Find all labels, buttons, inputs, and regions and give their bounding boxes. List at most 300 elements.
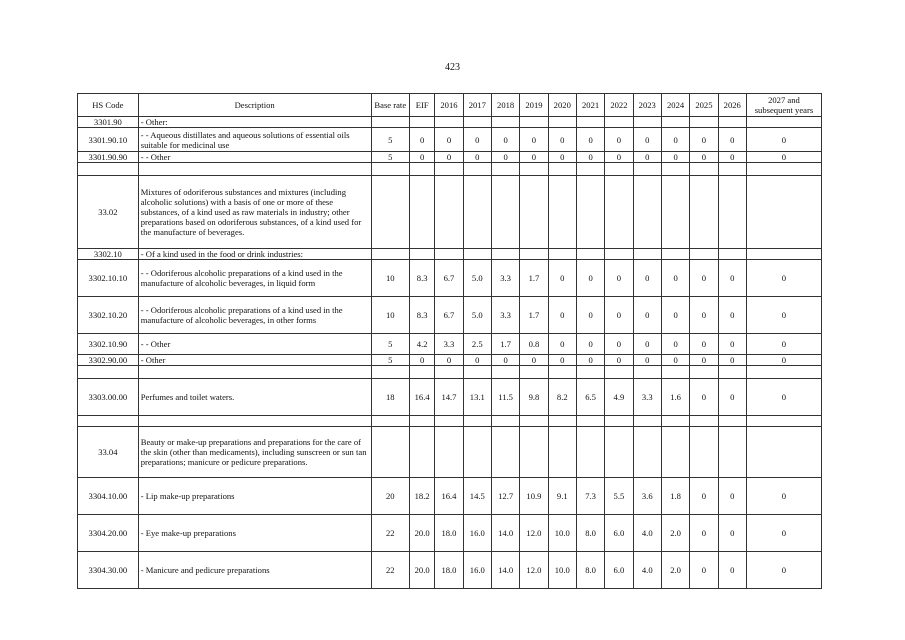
table-row — [78, 552, 822, 589]
empty-cell — [520, 416, 548, 427]
rate-cell: 14.0 — [491, 515, 519, 552]
rate-cell: 0 — [605, 355, 633, 366]
rate-cell — [463, 427, 491, 478]
rate-cell: 8.0 — [576, 515, 604, 552]
rate-cell: 10.0 — [548, 515, 576, 552]
empty-cell — [520, 163, 548, 176]
rate-cell: 0 — [690, 334, 718, 355]
empty-cell — [661, 163, 689, 176]
rate-cell: 18 — [371, 379, 409, 416]
rate-cell: 0 — [633, 128, 661, 152]
rate-cell — [410, 427, 435, 478]
description-cell: - Lip make-up preparations — [138, 478, 371, 515]
rate-cell: 1.7 — [491, 334, 519, 355]
empty-cell — [138, 366, 371, 379]
spacer-row — [78, 366, 822, 379]
rate-cell — [661, 176, 689, 249]
column-header: EIF — [410, 94, 435, 117]
rate-cell: 4.2 — [410, 334, 435, 355]
hs-code-cell: 3302.90.00 — [78, 355, 139, 366]
table-row — [78, 478, 822, 515]
rate-cell: 13.1 — [463, 379, 491, 416]
table-row — [78, 379, 822, 416]
rate-cell: 0 — [491, 152, 519, 163]
empty-cell — [463, 163, 491, 176]
table-row — [78, 334, 822, 355]
hs-code-cell: 3302.10.90 — [78, 334, 139, 355]
rate-cell: 3.6 — [633, 478, 661, 515]
rate-cell: 16.0 — [463, 515, 491, 552]
rate-cell: 20 — [371, 478, 409, 515]
empty-cell — [718, 163, 746, 176]
rate-cell: 7.3 — [576, 478, 604, 515]
column-header: 2020 — [548, 94, 576, 117]
column-header: 2027 and subsequent years — [746, 94, 821, 117]
column-header: Description — [138, 94, 371, 117]
rate-cell: 0 — [690, 478, 718, 515]
empty-cell — [410, 366, 435, 379]
description-cell: - Manicure and pedicure preparations — [138, 552, 371, 589]
empty-cell — [576, 163, 604, 176]
rate-cell: 0.8 — [520, 334, 548, 355]
column-header: 2023 — [633, 94, 661, 117]
rate-cell: 0 — [576, 334, 604, 355]
rate-cell: 0 — [410, 128, 435, 152]
rate-cell: 0 — [548, 128, 576, 152]
empty-cell — [548, 366, 576, 379]
rate-cell — [463, 249, 491, 260]
rate-cell — [520, 249, 548, 260]
rate-cell: 0 — [576, 152, 604, 163]
rate-cell: 0 — [605, 152, 633, 163]
rate-cell — [548, 427, 576, 478]
hs-code-cell: 3302.10 — [78, 249, 139, 260]
rate-cell: 0 — [435, 152, 463, 163]
empty-cell — [138, 163, 371, 176]
table-row — [78, 128, 822, 152]
rate-cell: 0 — [576, 260, 604, 297]
rate-cell: 5 — [371, 355, 409, 366]
rate-cell: 16.0 — [463, 552, 491, 589]
empty-cell — [633, 163, 661, 176]
table-row — [78, 297, 822, 334]
rate-cell: 0 — [690, 297, 718, 334]
rate-cell — [661, 427, 689, 478]
rate-cell: 5 — [371, 152, 409, 163]
rate-cell — [435, 427, 463, 478]
hs-code-cell: 3302.10.10 — [78, 260, 139, 297]
rate-cell — [491, 117, 519, 128]
rate-cell — [690, 249, 718, 260]
rate-cell: 8.0 — [576, 552, 604, 589]
empty-cell — [371, 163, 409, 176]
rate-cell — [690, 427, 718, 478]
rate-cell: 9.8 — [520, 379, 548, 416]
rate-cell: 0 — [690, 552, 718, 589]
rate-cell: 5.0 — [463, 297, 491, 334]
rate-cell: 0 — [718, 515, 746, 552]
rate-cell — [520, 176, 548, 249]
table-row — [78, 249, 822, 260]
hs-code-cell: 3303.00.00 — [78, 379, 139, 416]
rate-cell: 18.0 — [435, 515, 463, 552]
empty-cell — [410, 416, 435, 427]
rate-cell: 0 — [548, 260, 576, 297]
column-header: 2025 — [690, 94, 718, 117]
tariff-schedule-table — [77, 93, 822, 589]
rate-cell: 0 — [746, 515, 821, 552]
column-header: 2019 — [520, 94, 548, 117]
rate-cell: 18.2 — [410, 478, 435, 515]
rate-cell — [371, 249, 409, 260]
rate-cell: 0 — [633, 355, 661, 366]
rate-cell: 0 — [633, 297, 661, 334]
rate-cell — [435, 117, 463, 128]
rate-cell: 20.0 — [410, 552, 435, 589]
rate-cell: 0 — [746, 552, 821, 589]
empty-cell — [410, 163, 435, 176]
description-cell: - - Odoriferous alcoholic preparations of a kind used in the manufacture of alcoholic beverages, in liquid form — [138, 260, 371, 297]
rate-cell — [491, 249, 519, 260]
rate-cell — [491, 176, 519, 249]
table-row — [78, 176, 822, 249]
rate-cell — [371, 176, 409, 249]
rate-cell — [435, 249, 463, 260]
empty-cell — [746, 416, 821, 427]
rate-cell: 0 — [548, 355, 576, 366]
rate-cell: 0 — [718, 379, 746, 416]
rate-cell: 2.5 — [463, 334, 491, 355]
rate-cell: 0 — [690, 128, 718, 152]
hs-code-cell: 3301.90 — [78, 117, 139, 128]
rate-cell — [605, 176, 633, 249]
rate-cell: 9.1 — [548, 478, 576, 515]
rate-cell — [690, 117, 718, 128]
rate-cell: 0 — [746, 297, 821, 334]
rate-cell: 0 — [718, 334, 746, 355]
empty-cell — [463, 366, 491, 379]
rate-cell — [605, 427, 633, 478]
rate-cell: 12.7 — [491, 478, 519, 515]
rate-cell: 0 — [746, 128, 821, 152]
empty-cell — [605, 366, 633, 379]
rate-cell: 1.6 — [661, 379, 689, 416]
hs-code-cell: 3304.10.00 — [78, 478, 139, 515]
empty-cell — [661, 366, 689, 379]
rate-cell — [718, 117, 746, 128]
spacer-row — [78, 416, 822, 427]
hs-code-cell: 3304.20.00 — [78, 515, 139, 552]
rate-cell: 0 — [548, 334, 576, 355]
rate-cell: 0 — [463, 152, 491, 163]
rate-cell — [633, 176, 661, 249]
rate-cell: 0 — [605, 297, 633, 334]
rate-cell: 3.3 — [491, 297, 519, 334]
rate-cell: 0 — [410, 152, 435, 163]
rate-cell: 0 — [718, 478, 746, 515]
empty-cell — [661, 416, 689, 427]
column-header: Base rate — [371, 94, 409, 117]
rate-cell — [410, 249, 435, 260]
rate-cell — [520, 427, 548, 478]
rate-cell: 6.0 — [605, 515, 633, 552]
rate-cell: 5 — [371, 128, 409, 152]
rate-cell: 0 — [690, 379, 718, 416]
rate-cell: 0 — [548, 297, 576, 334]
rate-cell: 0 — [605, 334, 633, 355]
rate-cell — [718, 176, 746, 249]
column-header: 2017 — [463, 94, 491, 117]
rate-cell — [520, 117, 548, 128]
page-number: 423 — [445, 62, 460, 73]
rate-cell: 0 — [661, 260, 689, 297]
column-header: 2016 — [435, 94, 463, 117]
rate-cell: 11.5 — [491, 379, 519, 416]
rate-cell: 0 — [746, 260, 821, 297]
spacer-row — [78, 163, 822, 176]
column-header: 2021 — [576, 94, 604, 117]
rate-cell: 14.5 — [463, 478, 491, 515]
rate-cell — [718, 427, 746, 478]
column-header: 2026 — [718, 94, 746, 117]
rate-cell: 0 — [661, 355, 689, 366]
rate-cell: 0 — [690, 355, 718, 366]
rate-cell: 10 — [371, 260, 409, 297]
rate-cell: 0 — [633, 334, 661, 355]
rate-cell: 14.0 — [491, 552, 519, 589]
rate-cell: 0 — [520, 355, 548, 366]
rate-cell — [746, 427, 821, 478]
rate-cell: 0 — [746, 478, 821, 515]
rate-cell: 0 — [520, 152, 548, 163]
hs-code-cell: 33.02 — [78, 176, 139, 249]
rate-cell: 8.3 — [410, 297, 435, 334]
rate-cell: 0 — [463, 128, 491, 152]
hs-code-cell: 3302.10.20 — [78, 297, 139, 334]
empty-cell — [463, 416, 491, 427]
rate-cell: 0 — [746, 152, 821, 163]
rate-cell: 5.5 — [605, 478, 633, 515]
empty-cell — [605, 163, 633, 176]
table-row — [78, 515, 822, 552]
rate-cell: 5.0 — [463, 260, 491, 297]
rate-cell: 0 — [718, 128, 746, 152]
rate-cell — [746, 249, 821, 260]
rate-cell: 6.7 — [435, 260, 463, 297]
rate-cell: 0 — [718, 552, 746, 589]
rate-cell — [463, 117, 491, 128]
table-row — [78, 260, 822, 297]
empty-cell — [520, 366, 548, 379]
rate-cell: 6.5 — [576, 379, 604, 416]
rate-cell — [410, 176, 435, 249]
rate-cell — [633, 117, 661, 128]
table-body — [78, 117, 822, 589]
rate-cell — [491, 427, 519, 478]
rate-cell: 0 — [718, 355, 746, 366]
rate-cell: 0 — [463, 355, 491, 366]
empty-cell — [435, 416, 463, 427]
description-cell: - - Other — [138, 152, 371, 163]
table-row — [78, 355, 822, 366]
rate-cell: 0 — [435, 128, 463, 152]
rate-cell: 1.8 — [661, 478, 689, 515]
empty-cell — [690, 416, 718, 427]
rate-cell — [435, 176, 463, 249]
rate-cell: 22 — [371, 552, 409, 589]
rate-cell: 0 — [435, 355, 463, 366]
table-row — [78, 152, 822, 163]
description-cell: - - Other — [138, 334, 371, 355]
rate-cell: 0 — [718, 152, 746, 163]
rate-cell: 20.0 — [410, 515, 435, 552]
rate-cell: 0 — [605, 128, 633, 152]
rate-cell — [661, 117, 689, 128]
hs-code-cell: 33.04 — [78, 427, 139, 478]
empty-cell — [746, 163, 821, 176]
rate-cell: 0 — [718, 297, 746, 334]
description-cell: - Of a kind used in the food or drink industries: — [138, 249, 371, 260]
rate-cell — [661, 249, 689, 260]
rate-cell — [633, 249, 661, 260]
rate-cell: 0 — [576, 128, 604, 152]
empty-cell — [718, 366, 746, 379]
rate-cell — [371, 427, 409, 478]
rate-cell: 10.0 — [548, 552, 576, 589]
rate-cell: 5 — [371, 334, 409, 355]
empty-cell — [605, 416, 633, 427]
empty-cell — [491, 366, 519, 379]
rate-cell: 0 — [491, 128, 519, 152]
description-cell: - Other: — [138, 117, 371, 128]
empty-cell — [633, 416, 661, 427]
hs-code-cell: 3304.30.00 — [78, 552, 139, 589]
hs-code-cell: 3301.90.10 — [78, 128, 139, 152]
empty-cell — [78, 366, 139, 379]
rate-cell — [410, 117, 435, 128]
rate-cell: 4.0 — [633, 515, 661, 552]
rate-cell: 8.3 — [410, 260, 435, 297]
rate-cell: 18.0 — [435, 552, 463, 589]
rate-cell — [690, 176, 718, 249]
rate-cell: 0 — [491, 355, 519, 366]
hs-code-cell: 3301.90.90 — [78, 152, 139, 163]
rate-cell: 10 — [371, 297, 409, 334]
rate-cell: 0 — [633, 152, 661, 163]
rate-cell — [576, 176, 604, 249]
rate-cell: 16.4 — [410, 379, 435, 416]
empty-cell — [78, 163, 139, 176]
column-header: 2018 — [491, 94, 519, 117]
empty-cell — [435, 163, 463, 176]
description-cell: - Other — [138, 355, 371, 366]
empty-cell — [718, 416, 746, 427]
rate-cell: 0 — [410, 355, 435, 366]
rate-cell: 0 — [661, 152, 689, 163]
rate-cell: 0 — [690, 260, 718, 297]
empty-cell — [548, 416, 576, 427]
empty-cell — [491, 416, 519, 427]
rate-cell — [605, 249, 633, 260]
empty-cell — [138, 416, 371, 427]
column-header: 2022 — [605, 94, 633, 117]
rate-cell: 0 — [633, 260, 661, 297]
rate-cell: 0 — [718, 260, 746, 297]
rate-cell: 0 — [690, 152, 718, 163]
rate-cell: 0 — [746, 379, 821, 416]
rate-cell: 0 — [548, 152, 576, 163]
rate-cell: 2.0 — [661, 552, 689, 589]
rate-cell: 0 — [576, 355, 604, 366]
rate-cell: 6.7 — [435, 297, 463, 334]
rate-cell — [371, 117, 409, 128]
rate-cell: 0 — [605, 260, 633, 297]
rate-cell — [746, 117, 821, 128]
table-row — [78, 427, 822, 478]
rate-cell: 0 — [661, 297, 689, 334]
rate-cell: 14.7 — [435, 379, 463, 416]
rate-cell: 1.7 — [520, 260, 548, 297]
empty-cell — [435, 366, 463, 379]
empty-cell — [746, 366, 821, 379]
empty-cell — [576, 416, 604, 427]
empty-cell — [633, 366, 661, 379]
table-row — [78, 117, 822, 128]
rate-cell — [746, 176, 821, 249]
rate-cell: 0 — [690, 515, 718, 552]
rate-cell: 0 — [576, 297, 604, 334]
description-cell: Perfumes and toilet waters. — [138, 379, 371, 416]
rate-cell — [576, 249, 604, 260]
empty-cell — [690, 163, 718, 176]
empty-cell — [576, 366, 604, 379]
empty-cell — [78, 416, 139, 427]
column-header: 2024 — [661, 94, 689, 117]
rate-cell: 12.0 — [520, 552, 548, 589]
header-row — [78, 94, 822, 117]
rate-cell: 1.7 — [520, 297, 548, 334]
rate-cell: 0 — [520, 128, 548, 152]
rate-cell — [548, 176, 576, 249]
rate-cell — [633, 427, 661, 478]
rate-cell — [605, 117, 633, 128]
rate-cell — [718, 249, 746, 260]
empty-cell — [491, 163, 519, 176]
rate-cell: 22 — [371, 515, 409, 552]
rate-cell: 3.3 — [435, 334, 463, 355]
description-cell: - Eye make-up preparations — [138, 515, 371, 552]
rate-cell: 0 — [746, 334, 821, 355]
description-cell: - - Aqueous distillates and aqueous solutions of essential oils suitable for medicinal use — [138, 128, 371, 152]
column-header: HS Code — [78, 94, 139, 117]
rate-cell — [548, 249, 576, 260]
rate-cell: 3.3 — [633, 379, 661, 416]
rate-cell — [548, 117, 576, 128]
rate-cell: 4.0 — [633, 552, 661, 589]
empty-cell — [548, 163, 576, 176]
rate-cell: 16.4 — [435, 478, 463, 515]
rate-cell: 0 — [661, 334, 689, 355]
description-cell: Beauty or make-up preparations and preparations for the care of the skin (other than medicaments), including sunscreen or sun tan preparations; manicure or pedicure preparations. — [138, 427, 371, 478]
rate-cell: 8.2 — [548, 379, 576, 416]
empty-cell — [690, 366, 718, 379]
rate-cell: 12.0 — [520, 515, 548, 552]
rate-cell: 4.9 — [605, 379, 633, 416]
rate-cell: 2.0 — [661, 515, 689, 552]
description-cell: - - Odoriferous alcoholic preparations of a kind used in the manufacture of alcoholic beverages, in other forms — [138, 297, 371, 334]
rate-cell: 3.3 — [491, 260, 519, 297]
rate-cell: 6.0 — [605, 552, 633, 589]
